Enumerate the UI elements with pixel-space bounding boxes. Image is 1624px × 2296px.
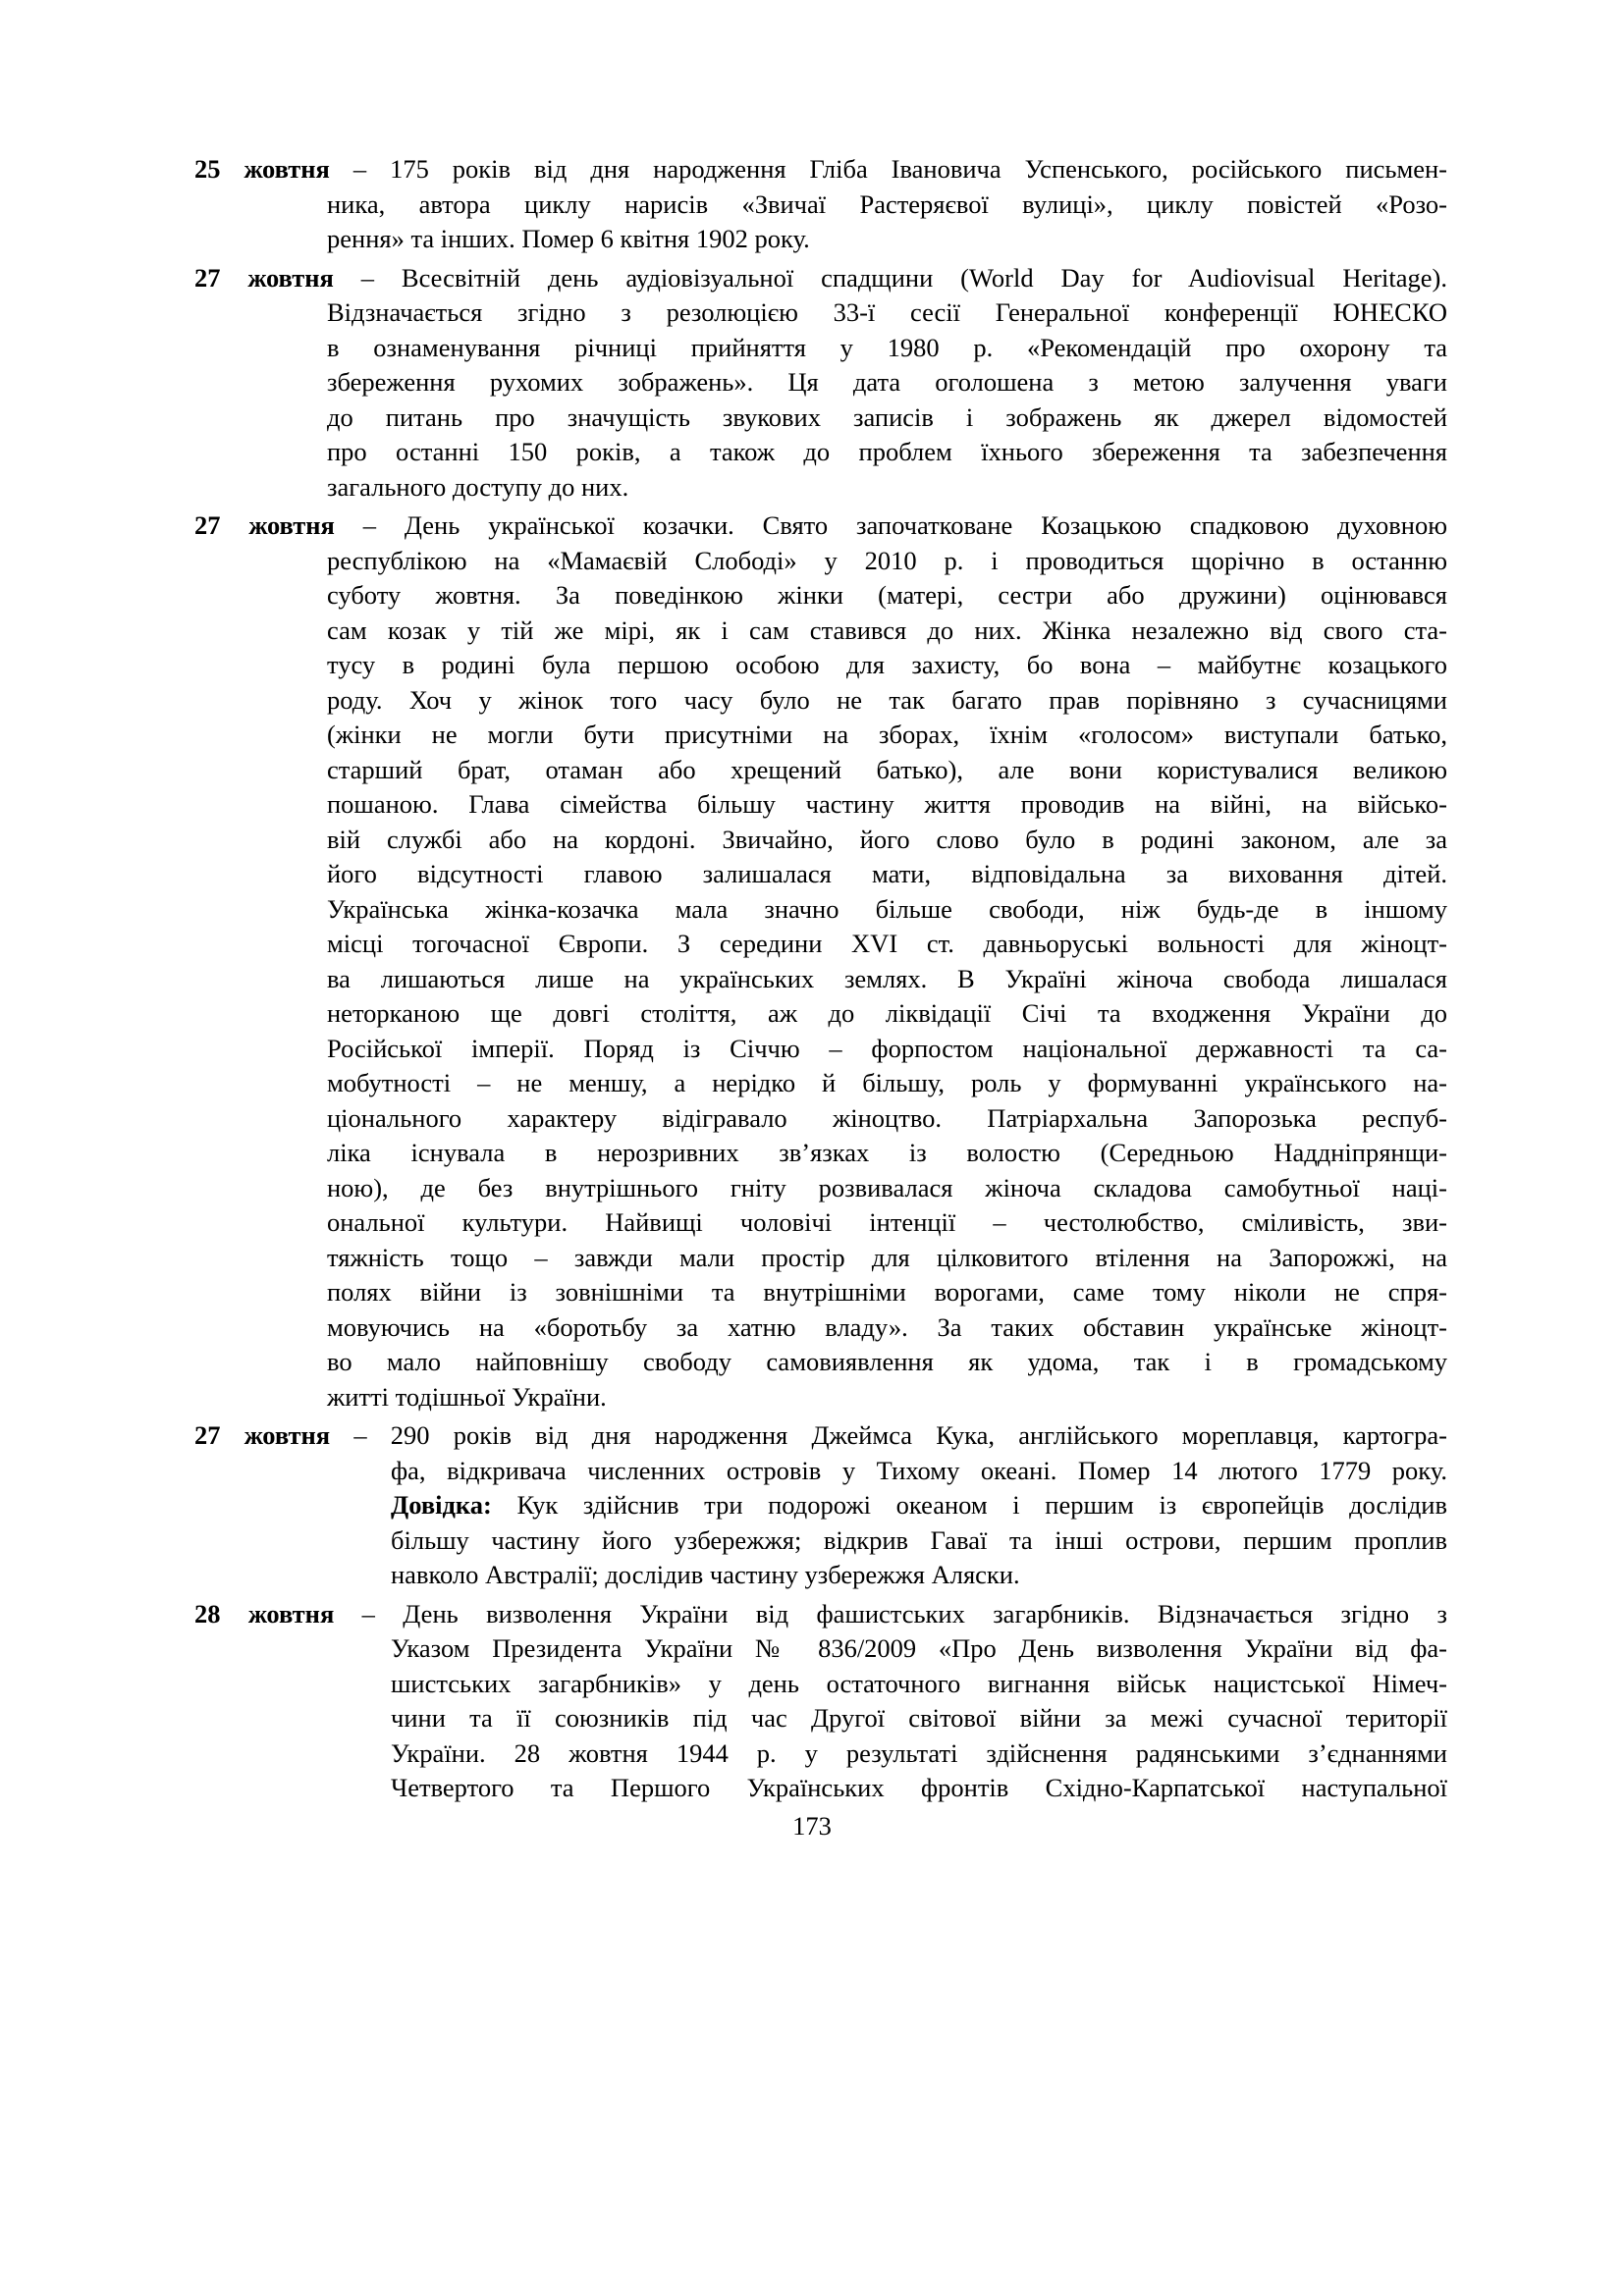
entry-line: України. 28 жовтня 1944 р. у результаті здійснення радянськими з’єднаннями bbox=[391, 1737, 1447, 1768]
entry-line: ліка існувала в нерозривних зв’язках із волостю (Середньою Наддніпрянщи- bbox=[327, 1138, 1447, 1167]
entry-body bbox=[327, 187, 1447, 257]
entry-line: чини та її союзників під час Другої світової війни за межі сучасної території bbox=[391, 1703, 1447, 1733]
entry-body bbox=[327, 295, 1447, 505]
entry-line: місці тогочасної Європи. З середини XVI ст. давньоруські вольності для жіноцт- bbox=[327, 929, 1447, 958]
entry-line: Відзначається згідно з резолюцією 33-ї сесії Генеральної конференції ЮНЕСКО bbox=[327, 297, 1447, 327]
entry-first-line bbox=[194, 1418, 1447, 1454]
entry-dash: – bbox=[330, 1420, 391, 1450]
entry-line: навколо Австралії; дослідив частину узбережжя Аляски. bbox=[391, 1560, 1020, 1589]
entry-line: роду. Хоч у жінок того часу було не так багато прав порівняно з сучасницями bbox=[327, 684, 1447, 715]
entry-line: в ознаменування річниці прийняття у 1980 р. «Рекомендацій про охорону та bbox=[327, 332, 1447, 362]
entry-first-line bbox=[194, 152, 1447, 187]
entry-body bbox=[391, 1631, 1447, 1806]
entry-dash: – bbox=[334, 510, 405, 540]
entry-date: 27 жовтня bbox=[194, 262, 334, 293]
entry-line: мовуючись на «боротьбу за хатню владу». За таких обставин українське жіноцт- bbox=[327, 1311, 1447, 1342]
entry-first-text: День української козачки. Свято започатковане Козацькою спадковою духовною bbox=[404, 510, 1448, 540]
entry-line: Четвертого та Першого Українських фронтів Східно-Карпатської наступальної bbox=[391, 1773, 1447, 1802]
entry-line: ціонального характеру відігравало жіноцтво. Патріархальна Запорозька респуб- bbox=[327, 1102, 1447, 1133]
entry-date: 27 жовтня bbox=[194, 510, 335, 540]
entry-line: старший брат, отаман або хрещений батько), але вони користувалися великою bbox=[327, 754, 1447, 784]
entry-dash: – bbox=[329, 154, 391, 184]
entry-first-text: 175 років від дня народження Гліба Івановича Успенського, російського письмен- bbox=[390, 154, 1448, 184]
entry-line: шистських загарбників» у день остаточного вигнання військ нацистської Німеч- bbox=[391, 1668, 1447, 1698]
entry-line: во мало найповнішу свободу самовиявлення як удома, так і в громадському bbox=[327, 1347, 1447, 1376]
entry-line: більшу частину його узбережжя; відкрив Гаваї та інші острови, першим проплив bbox=[391, 1524, 1447, 1555]
entry-date: 28 жовтня bbox=[194, 1598, 335, 1629]
entry-first-text: День визволення України від фашистських загарбників. Відзначається згідно з bbox=[403, 1598, 1448, 1629]
calendar-entry bbox=[194, 152, 1447, 257]
entry-dash: – bbox=[334, 1598, 404, 1629]
entry-line: загального доступу до них. bbox=[327, 471, 629, 502]
entry-line: тяжність тощо – завжди мали простір для цілковитого втілення на Запорожжі, на bbox=[327, 1242, 1447, 1272]
entry-line: суботу жовтня. За поведінкою жінки (матері, сестри або дружини) оцінювався bbox=[327, 580, 1447, 610]
entry-line: про останні 150 років, а також до проблем їхнього збереження та забезпечення bbox=[327, 437, 1447, 466]
entry-line: пошаною. Глава сімейства більшу частину життя проводив на війні, на військо- bbox=[327, 789, 1447, 819]
entry-note-line bbox=[391, 1488, 1447, 1523]
entry-line: ника, автора циклу нарисів «Звичаї Растеряєвої вулиці», циклу повістей «Розо- bbox=[327, 188, 1447, 219]
entry-first-line bbox=[194, 508, 1447, 544]
entry-line: республікою на «Мамаєвій Слободі» у 2010 р. і проводиться щорічно в останню bbox=[327, 545, 1447, 575]
entry-line: ною), де без внутрішнього гніту розвивалася жіноча складова самобутньої наці- bbox=[327, 1172, 1447, 1202]
entry-line: Російської імперії. Поряд із Січчю – форпостом національної державності та са- bbox=[327, 1033, 1447, 1063]
entry-line: тусу в родині була першою особою для захисту, бо вона – майбутнє козацького bbox=[327, 650, 1447, 679]
entry-body bbox=[327, 544, 1447, 1415]
entry-line: фа, відкривача численних островів у Тихому океані. Помер 14 лютого 1779 року. bbox=[391, 1455, 1447, 1485]
entry-body bbox=[391, 1454, 1447, 1593]
entry-date: 27 жовтня bbox=[194, 1420, 331, 1450]
page-content bbox=[194, 152, 1447, 1810]
entry-line: Українська жінка-козачка мала значно більше свободи, ніж будь-де в іншому bbox=[327, 893, 1447, 924]
entry-line: (жінки не могли бути присутніми на зборах, їхнім «голосом» виступали батько, bbox=[327, 720, 1447, 749]
entry-line: полях війни із зовнішніми та внутрішніми ворогами, саме тому ніколи не спря- bbox=[327, 1277, 1447, 1307]
entry-line: мобутності – не меншу, а нерідко й більшу, роль у формуванні українського на- bbox=[327, 1068, 1447, 1097]
note-label: Довідка: bbox=[391, 1490, 492, 1520]
calendar-entry bbox=[194, 261, 1447, 506]
entry-line: ва лишаються лише на українських землях. В Україні жіноча свобода лишалася bbox=[327, 963, 1447, 993]
note-text: Кук здійснив три подорожі океаном і першим із європейців дослідив bbox=[491, 1490, 1447, 1520]
calendar-entry bbox=[194, 1418, 1447, 1593]
entry-line: до питань про значущість звукових записів і зображень як джерел відомостей bbox=[327, 401, 1447, 432]
calendar-entry bbox=[194, 508, 1447, 1415]
entry-date: 25 жовтня bbox=[194, 154, 330, 184]
entry-first-line bbox=[194, 1597, 1447, 1632]
entry-line: ональної культури. Найвищі чоловічі інтенції – честолюбство, сміливість, зви- bbox=[327, 1207, 1447, 1237]
calendar-entry bbox=[194, 1597, 1447, 1806]
entry-line: сам козак у тій же мірі, як і сам ставився до них. Жінка незалежно від свого ста- bbox=[327, 614, 1447, 645]
entry-line: неторканою ще довгі століття, аж до ліквідації Січі та входження України до bbox=[327, 998, 1447, 1028]
entry-line: вій службі або на кордоні. Звичайно, його слово було в родині законом, але за bbox=[327, 824, 1447, 854]
entry-line: збереження рухомих зображень». Ця дата оголошена з метою залучення уваги bbox=[327, 367, 1447, 397]
entry-first-text: 290 років від дня народження Джеймса Кука, англійського мореплавця, картогра- bbox=[390, 1420, 1447, 1450]
entry-first-line bbox=[194, 261, 1447, 296]
entry-line: його відсутності главою залишалася мати, відповідальна за виховання дітей. bbox=[327, 859, 1447, 888]
page-number: 173 bbox=[792, 1811, 832, 1841]
entry-dash: – bbox=[333, 262, 402, 293]
entry-line: житті тодішньої України. bbox=[327, 1381, 607, 1412]
entry-first-text: Всесвітній день аудіовізуальної спадщини (World Day for Audiovisual Heritage). bbox=[401, 262, 1447, 293]
entry-line: Указом Президента України № 836/2009 «Про День визволення України від фа- bbox=[391, 1633, 1447, 1663]
entry-line: рення» та інших. Помер 6 квітня 1902 року. bbox=[327, 224, 810, 253]
